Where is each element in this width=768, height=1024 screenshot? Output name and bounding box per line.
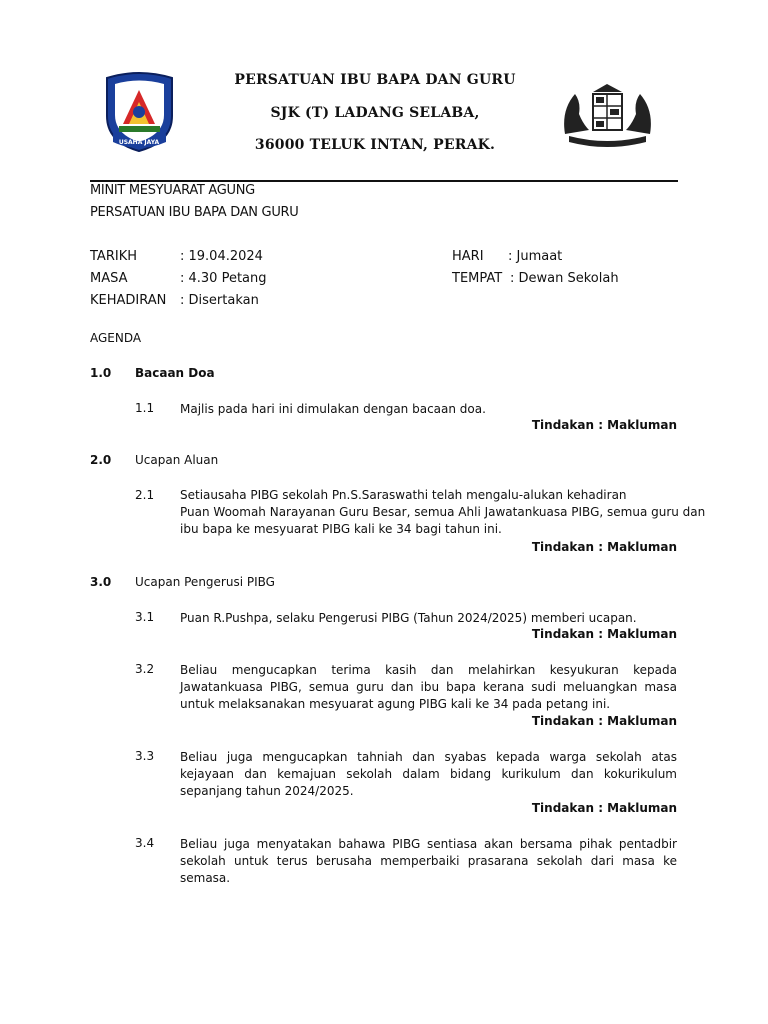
item-text: Majlis pada hari ini dimulakan dengan bacaan doa. [180,402,486,416]
header-org-name: PERSATUAN IBU BAPA DAN GURU [234,72,516,88]
header-divider [90,180,678,182]
hari-label: HARI [452,249,484,264]
section-number: 2.0 [90,453,112,467]
document-subtitle: PERSATUAN IBU BAPA DAN GURU [90,205,299,220]
item-number: 3.4 [135,836,155,850]
kehadiran-value: : Disertakan [180,293,259,308]
section-title: Ucapan Aluan [135,453,219,467]
masa-value: : 4.30 Petang [180,271,267,286]
item-text: Puan R.Pushpa, selaku Pengerusi PIBG (Tahun 2024/2025) memberi ucapan. [180,611,637,625]
masa-label: MASA [90,271,128,286]
tempat-value: : Dewan Sekolah [510,271,619,286]
item-text-line: ibu bapa ke mesyuarat PIBG kali ke 34 bagi tahun ini. [180,522,502,536]
item-number: 1.1 [135,401,155,415]
kehadiran-label: KEHADIRAN [90,293,167,308]
item-text-line: Puan Woomah Narayanan Guru Besar, semua Ahli Jawatankuasa PIBG, semua guru dan [180,505,706,519]
school-logo [101,68,178,152]
section-number: 3.0 [90,575,112,589]
document-title: MINIT MESYUARAT AGUNG [90,183,255,198]
tarikh-value: : 19.04.2024 [180,249,263,264]
coat-of-arms [557,80,658,150]
item-number: 3.3 [135,749,155,763]
header-address: 36000 TELUK INTAN, PERAK. [254,137,496,153]
section-number: 1.0 [90,366,112,380]
section-title: Bacaan Doa [135,366,215,380]
svg-text:USAHA JAYA: USAHA JAYA [118,139,160,146]
item-number: 2.1 [135,488,155,502]
action-label: Tindakan : Makluman [531,540,677,554]
action-label: Tindakan : Makluman [531,418,677,432]
tarikh-label: TARIKH [90,249,137,264]
item-number: 3.2 [135,662,155,676]
header-school-name: SJK (T) LADANG SELABA, [270,105,480,121]
item-text-line: Setiausaha PIBG sekolah Pn.S.Saraswathi telah mengalu-alukan kehadiran [180,488,627,502]
agenda-heading: AGENDA [90,331,142,345]
section-title: Ucapan Pengerusi PIBG [135,575,275,589]
item-text: Beliau mengucapkan terima kasih dan melahirkan kesyukuran kepada Jawatankuasa PIBG, semua guru dan ibu bapa kerana sudi meluangkan masa untuk melaksanakan mesyuarat agung PIBG kali ke 34 pada petang ini. [180,663,677,711]
action-label: Tindakan : Makluman [531,801,677,815]
action-label: Tindakan : Makluman [531,627,677,641]
item-text: Beliau juga menyatakan bahawa PIBG sentiasa akan bersama pihak pentadbir sekolah untuk terus berusaha memperbaiki prasarana sekolah dari masa ke semasa. [180,837,677,885]
item-text: Beliau juga mengucapkan tahniah dan syabas kepada warga sekolah atas kejayaan dan kemajuan sekolah dalam bidang kurikulum dan kokurikulum sepanjang tahun 2024/2025. [180,750,677,798]
hari-value: : Jumaat [508,249,563,264]
item-number: 3.1 [135,610,155,624]
tempat-label: TEMPAT [452,271,503,286]
action-label: Tindakan : Makluman [531,714,677,728]
